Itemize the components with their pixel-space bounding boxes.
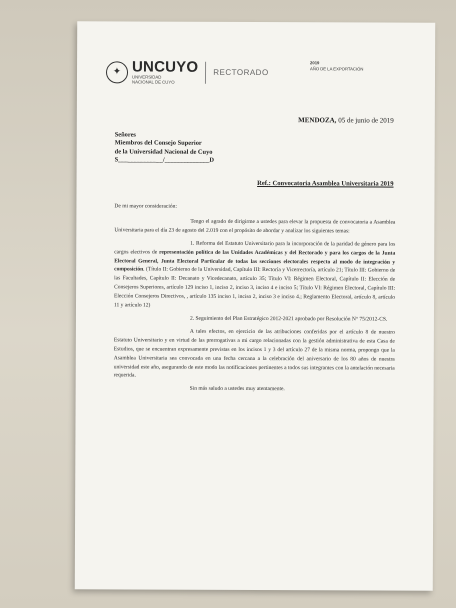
addressee-line-4: S______________/______________D <box>114 156 215 164</box>
paragraph-intro: Tengo el agrado de dirigirme a ustedes para elevar la propuesta de convocatoria a Asamblea Universitaria para el día 23 de agosto del 2.019 con el propósito de abordar y analizar los siguientes temas: <box>114 218 396 235</box>
letterhead-logo <box>106 59 269 85</box>
addressee-line-3: de la Universidad Nacional de Cuyo <box>114 148 213 156</box>
addressee-block <box>115 131 215 165</box>
brand-sub-1: UNIVERSIDAD <box>131 74 162 80</box>
date-city: MENDOZA, <box>298 116 337 125</box>
paragraph-proposal: A tales efectos, en ejercicio de las atribuciones conferidas por el artículo 8 de nuestro Estatuto Universitario y en virtud de las prerrogativas a mi cargo relacionadas con la gestión administrativa de esta Casa de Estudios, que se encuentran expresamente previstas en los incisos 1 y 3 del artículo 27 de la misma norma, propongo que la Asamblea Universitaria sea convocada en una fecha cercana a la celebración del aniversario de los 80 años de nuestra universidad este año, asegurando de este modo las notificaciones pertinentes a todos sus integrantes con la antelación necesaria requerida. <box>113 328 395 379</box>
year-motto-text: AÑO DE LA EXPORTACIÓN <box>310 66 364 72</box>
paragraph-item-2: 2. Seguimiento del Plan Estratégico 2012-2021 aprobado por Resolución N° 75/2012-CS. <box>189 315 388 323</box>
brand-name: UNCUYO <box>132 58 199 76</box>
year-number: 2019 <box>310 60 320 66</box>
item-1-lead: 1. Reforma del Estatuto Universitario para la incorporación de la paridad de género para los cargos electivos de <box>114 240 396 256</box>
addressee-line-2: Miembros del Consejo Superior <box>114 139 202 148</box>
year-motto <box>310 60 363 72</box>
item-1-rest: . (Título II: Gobierno de la Universidad, Capítulo III: Rectoría y Vicerrectoría, artículo 21; Título III: Gobierno de las Facultades, Capítulo II: Decanato y Vicedecanato, artículo 35; Título VI: Régimen Electoral, Capítulo II: Elección de Consejeros Superiores, artículo 129 inciso 1, inciso 2, inciso 3, inciso 4 e inciso 5; Título VI: Régimen Electoral, Capítulo III: Elección Consejeros Directivos, , artículo 135 inciso 1, inciso 2, inciso 3 e inciso 4.; Reglamento Electoral, artículo 8, artículo 11 y artículo 12) <box>113 266 396 309</box>
closing: Sin más saludo a ustedes muy atentamente. <box>189 386 285 393</box>
date-text: 05 de junio de 2019 <box>336 116 394 125</box>
letter-page <box>75 21 435 591</box>
paragraph-item-1 <box>114 239 395 311</box>
letter-date <box>298 116 394 124</box>
unit-name: RECTORADO <box>213 68 269 78</box>
item-1-bold: representación política de las Unidades Académicas y del Rectorado y para los cargos de la Junta Electoral General, Junta Electoral Particular de todas las secciones electorales respecto al modo de integración y composición <box>114 249 396 273</box>
university-seal-icon: ✦ <box>106 61 128 83</box>
addressee-line-1: Señores <box>114 131 136 139</box>
logo-divider <box>205 62 206 84</box>
reference-line: Ref.: Convocatoria Asamblea Universitaria 2019 <box>257 180 394 188</box>
brand-sub-2: NACIONAL DE CUYO <box>131 79 175 85</box>
letter-body <box>114 202 396 398</box>
logo-text <box>132 59 198 85</box>
greeting: De mi mayor consideración: <box>114 203 177 210</box>
